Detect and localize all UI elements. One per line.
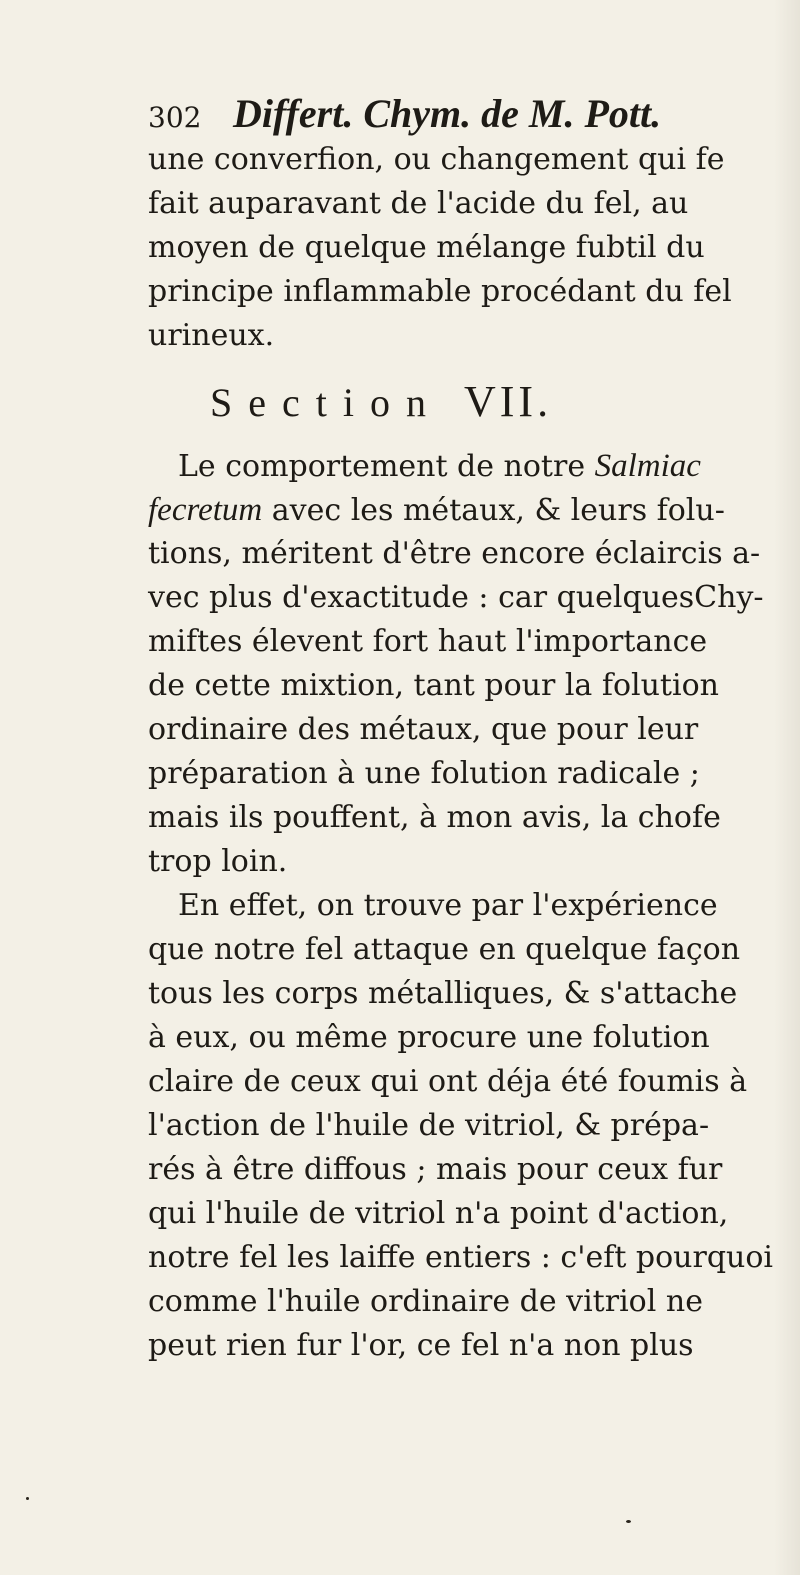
section-heading-number: VII. [463, 377, 553, 426]
section-heading-word: Section [210, 380, 442, 425]
text-line: En effet, on trouve par l'expérience [178, 888, 718, 923]
text-line: que notre fel attaque en quelque façon [148, 932, 741, 967]
text-line: notre fel les laiffe entiers : c'eft pourquoi [148, 1240, 774, 1275]
ink-speck [626, 1520, 631, 1523]
text-line: mais ils pouffent, à mon avis, la chofe [148, 800, 721, 835]
text-line: fait auparavant de l'acide du fel, au [148, 186, 689, 221]
text-line: à eux, ou même procure une folution [148, 1020, 710, 1055]
text-line: miftes élevent fort haut l'importance [148, 624, 708, 659]
text-line: l'action de l'huile de vitriol, & prépa- [148, 1108, 710, 1143]
text-line: claire de ceux qui ont déja été foumis à [148, 1064, 748, 1099]
text-line: vec plus d'exactitude : car quelquesChy- [148, 580, 764, 615]
text-line: ordinaire des métaux, que pour leur [148, 712, 699, 747]
running-title: Differt. Chym. de M. Pott. [233, 91, 662, 136]
text-line: rés à être diffous ; mais pour ceux fur [148, 1152, 723, 1187]
text-line: trop loin. [148, 844, 288, 879]
text-line: comme l'huile ordinaire de vitriol ne [148, 1284, 703, 1319]
text-line: préparation à une folution radicale ; [148, 756, 700, 791]
text-line: moyen de quelque mélange fubtil du [148, 230, 705, 265]
text-run: avec les métaux, & leurs folu- [271, 493, 725, 528]
text-line [148, 492, 788, 529]
page-header [148, 91, 788, 136]
text-line: de cette mixtion, tant pour la folution [148, 668, 719, 703]
text-line: peut rien fur l'or, ce fel n'a non plus [148, 1328, 694, 1363]
text-line: urineux. [148, 318, 275, 353]
section-heading [210, 378, 552, 427]
text-line: qui l'huile de vitriol n'a point d'action, [148, 1196, 729, 1231]
page-number: 302 [148, 101, 202, 134]
text-line [178, 448, 778, 485]
text-line: tions, méritent d'être encore éclaircis a- [148, 536, 761, 571]
text-line: principe inflammable procédant du fel [148, 274, 732, 309]
text-run: Le comportement de notre [178, 449, 586, 484]
ink-speck [26, 1497, 29, 1500]
italic-term: fecretum [148, 492, 263, 528]
text-line: tous les corps métalliques, & s'attache [148, 976, 738, 1011]
italic-term: Salmiac [594, 448, 701, 484]
text-line: une converfion, ou changement qui fe [148, 142, 725, 177]
